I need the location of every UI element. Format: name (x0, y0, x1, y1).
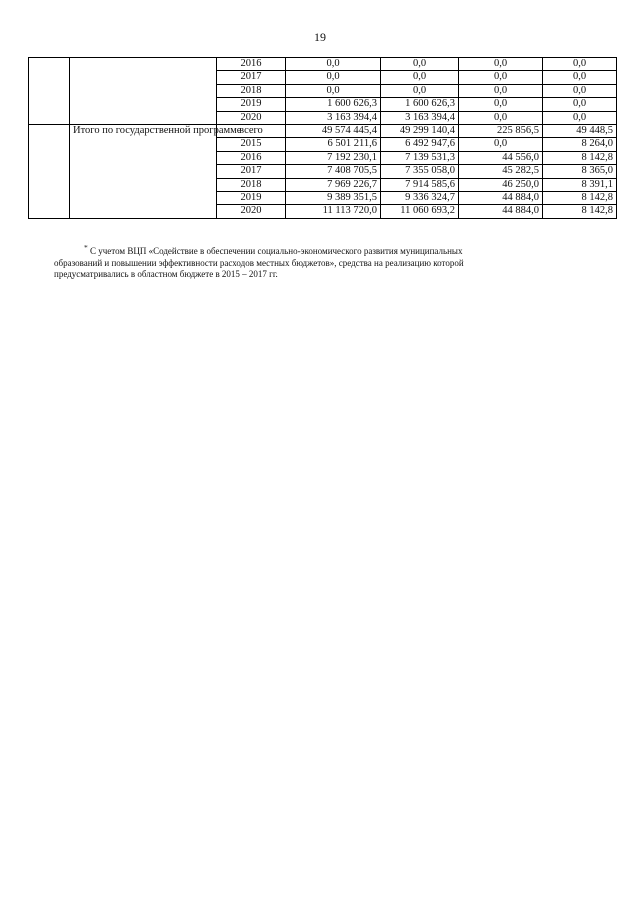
year-cell: всего (217, 125, 286, 138)
year-cell: 2017 (217, 165, 286, 178)
regional-cell: 3 163 394,4 (381, 111, 459, 124)
other-cell: 8 142,8 (543, 205, 617, 218)
footnote-text: С учетом ВЦП «Содействие в обеспечении социально-экономического развития муниципальных (90, 246, 463, 256)
other-cell: 8 264,0 (543, 138, 617, 151)
year-cell: 2019 (217, 98, 286, 111)
total-cell: 0,0 (286, 71, 381, 84)
federal-cell: 44 884,0 (459, 205, 543, 218)
other-cell: 8 391,1 (543, 178, 617, 191)
total-cell: 7 408 705,5 (286, 165, 381, 178)
page-number: 19 (314, 30, 326, 44)
other-cell: 8 142,8 (543, 192, 617, 205)
total-cell: 7 192 230,1 (286, 151, 381, 164)
total-cell: 3 163 394,4 (286, 111, 381, 124)
year-cell: 2017 (217, 71, 286, 84)
footnote-marker: * (84, 243, 88, 252)
other-cell: 49 448,5 (543, 125, 617, 138)
total-cell: 11 113 720,0 (286, 205, 381, 218)
footnote-line: предусматривались в областном бюджете в 2015 – 2017 гг. (54, 269, 278, 279)
federal-cell: 225 856,5 (459, 125, 543, 138)
total-cell: 49 574 445,4 (286, 125, 381, 138)
footnote-line: образований и повышении эффективности расходов местных бюджетов», средства на реализацию которой (54, 257, 464, 268)
year-cell: 2015 (217, 138, 286, 151)
federal-cell: 45 282,5 (459, 165, 543, 178)
federal-cell: 0,0 (459, 58, 543, 71)
regional-cell: 0,0 (381, 84, 459, 97)
federal-cell: 0,0 (459, 84, 543, 97)
other-cell: 8 142,8 (543, 151, 617, 164)
federal-cell: 44 556,0 (459, 151, 543, 164)
footnote (54, 242, 614, 281)
federal-cell: 46 250,0 (459, 178, 543, 191)
total-cell: 0,0 (286, 58, 381, 71)
year-cell: 2019 (217, 192, 286, 205)
regional-cell: 7 355 058,0 (381, 165, 459, 178)
year-cell: 2020 (217, 205, 286, 218)
row-number-cell (29, 125, 70, 219)
budget-table (28, 57, 617, 219)
other-cell: 0,0 (543, 71, 617, 84)
other-cell: 0,0 (543, 111, 617, 124)
total-cell: 7 969 226,7 (286, 178, 381, 191)
regional-cell: 0,0 (381, 71, 459, 84)
federal-cell: 44 884,0 (459, 192, 543, 205)
year-cell: 2016 (217, 151, 286, 164)
regional-cell: 11 060 693,2 (381, 205, 459, 218)
row-name-cell (70, 58, 217, 125)
footnote-line (54, 242, 614, 258)
regional-cell: 9 336 324,7 (381, 192, 459, 205)
year-cell: 2018 (217, 178, 286, 191)
regional-cell: 0,0 (381, 58, 459, 71)
total-cell: 6 501 211,6 (286, 138, 381, 151)
year-cell: 2016 (217, 58, 286, 71)
federal-cell: 0,0 (459, 71, 543, 84)
regional-cell: 1 600 626,3 (381, 98, 459, 111)
other-cell: 8 365,0 (543, 165, 617, 178)
regional-cell: 49 299 140,4 (381, 125, 459, 138)
other-cell: 0,0 (543, 98, 617, 111)
row-number-cell (29, 58, 70, 125)
federal-cell: 0,0 (459, 98, 543, 111)
federal-cell: 0,0 (459, 111, 543, 124)
table-row (29, 58, 617, 71)
total-cell: 9 389 351,5 (286, 192, 381, 205)
total-cell: 1 600 626,3 (286, 98, 381, 111)
other-cell: 0,0 (543, 58, 617, 71)
table-row (29, 125, 617, 138)
program-total-label: Итого по государственной программе (70, 125, 217, 219)
regional-cell: 6 492 947,6 (381, 138, 459, 151)
year-cell: 2018 (217, 84, 286, 97)
federal-cell: 0,0 (459, 138, 543, 151)
regional-cell: 7 914 585,6 (381, 178, 459, 191)
year-cell: 2020 (217, 111, 286, 124)
total-cell: 0,0 (286, 84, 381, 97)
regional-cell: 7 139 531,3 (381, 151, 459, 164)
other-cell: 0,0 (543, 84, 617, 97)
